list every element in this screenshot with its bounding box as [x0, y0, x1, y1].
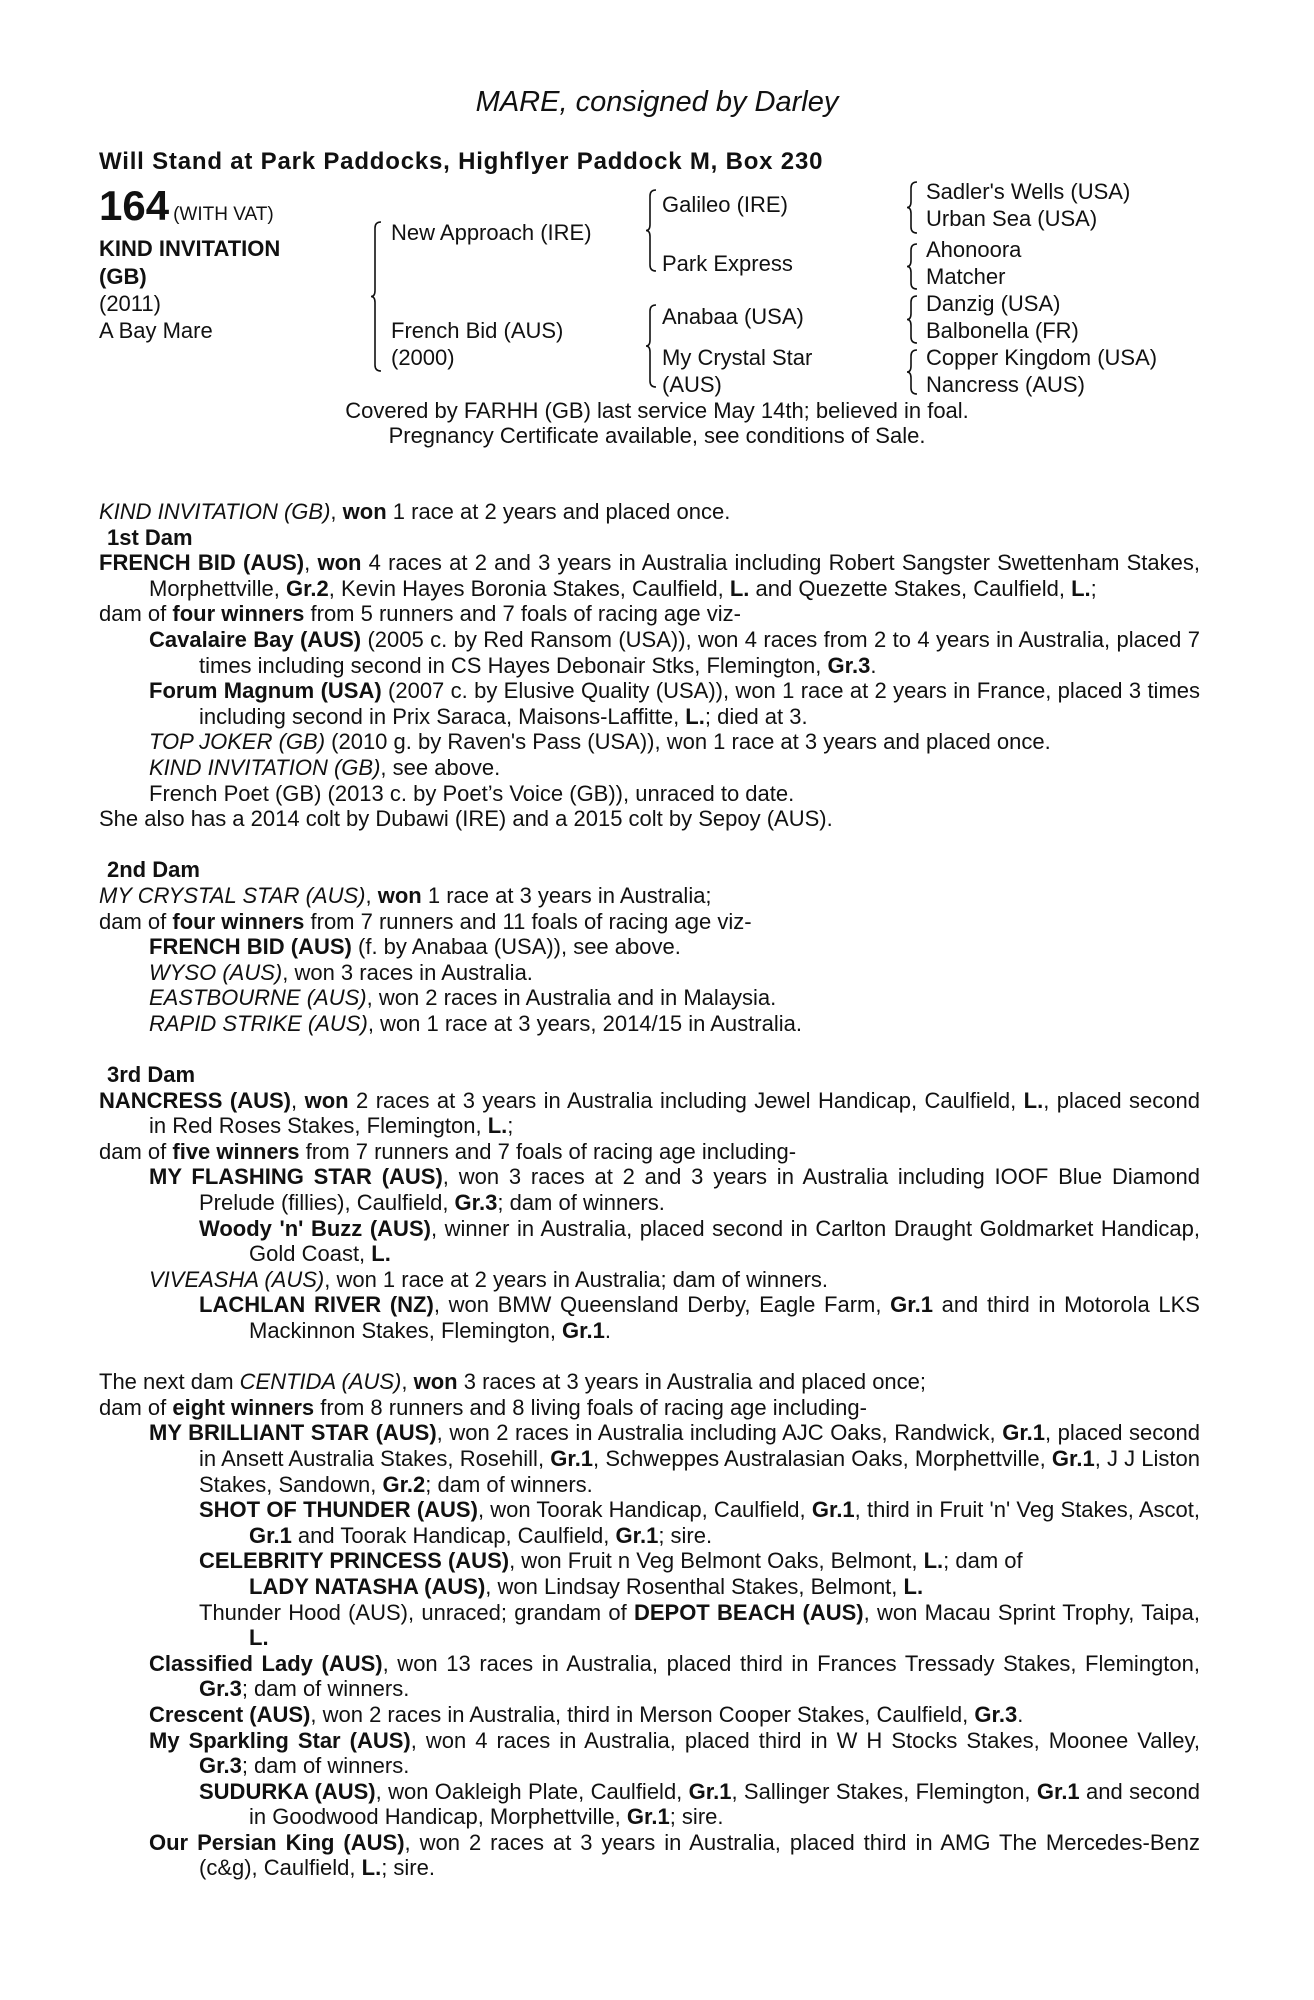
- bold-text: Gr.1: [890, 1292, 933, 1318]
- text: , won 1 race at 3 years, 2014/15 in Australia.: [367, 1010, 802, 1036]
- bold-text: CELEBRITY PRINCESS (AUS): [199, 1548, 510, 1574]
- section-heading: 2nd Dam: [107, 857, 200, 883]
- brace-icon: [645, 189, 657, 272]
- text: , Schweppes Australasian Oaks, Morphettville,: [593, 1445, 1052, 1471]
- record-entry: [99, 1420, 1200, 1497]
- pedigree-g4: Nancress (AUS): [926, 372, 1085, 397]
- bold-text: LACHLAN RIVER (NZ): [199, 1292, 434, 1318]
- bold-text: Gr.3: [827, 652, 871, 678]
- spacer: [99, 1036, 1200, 1062]
- record-entry: [99, 729, 1200, 755]
- text: , won Toorak Handicap, Caulfield,: [477, 1497, 812, 1523]
- bold-text: Gr.1: [562, 1318, 605, 1343]
- text: , won Lindsay Rosenthal Stakes, Belmont,: [485, 1573, 904, 1599]
- text: from 7 runners and 11 foals of racing age viz-: [304, 908, 752, 934]
- text: , winner in Australia, placed second in Carlton Draught Goldmarket Handicap, Gold Coast,: [249, 1215, 1200, 1267]
- text: and Toorak Handicap, Caulfield,: [291, 1522, 616, 1548]
- bold-text: L.: [249, 1625, 269, 1651]
- text: , won Macau Sprint Trophy, Taipa,: [863, 1599, 1200, 1625]
- brace-icon: [906, 181, 918, 234]
- record-entry: [99, 781, 1200, 807]
- record-entry: [99, 1292, 1200, 1343]
- lot-number-value: 164: [99, 182, 170, 229]
- bold-text: Gr.2: [285, 575, 329, 601]
- italic-text: EASTBOURNE (AUS): [149, 985, 367, 1011]
- bold-text: Crescent (AUS): [149, 1701, 311, 1727]
- text: ; dam of winners.: [425, 1471, 593, 1497]
- bold-text: Gr.3: [454, 1190, 498, 1216]
- record-entry: [99, 1702, 1200, 1728]
- bold-text: Gr.1: [1002, 1420, 1046, 1446]
- text: dam of: [99, 601, 173, 627]
- text: dam of: [99, 1138, 173, 1164]
- text: (2010 g. by Raven's Pass (USA)), won 1 race at 3 years and placed once.: [325, 729, 1051, 755]
- text: ,: [401, 1369, 414, 1395]
- italic-text: TOP JOKER (GB): [149, 729, 326, 755]
- text: 4 races at 2 and 3 years in Australia including Robert Sangster Swettenham Stakes, Morphettville,: [149, 550, 1200, 601]
- bold-text: won: [413, 1369, 458, 1395]
- record-entry: [99, 1548, 1200, 1574]
- record-entry: [99, 985, 1200, 1011]
- text: , won 13 races in Australia, placed third in Frances Tressady Stakes, Flemington,: [382, 1650, 1200, 1676]
- brace-icon: [370, 221, 382, 372]
- italic-text: RAPID STRIKE (AUS): [149, 1010, 368, 1036]
- bold-text: L.: [923, 1548, 944, 1574]
- text: , won 2 races at 3 years in Australia, placed third in AMG The Mercedes-Benz (c&g), Caulfield,: [199, 1829, 1200, 1881]
- record-entry: [99, 909, 1200, 935]
- bold-text: Woody 'n' Buzz (AUS): [199, 1215, 431, 1241]
- record-entry: [99, 1574, 1200, 1600]
- pedigree-g4: Balbonella (FR): [926, 318, 1079, 343]
- vat-label: (WITH VAT): [173, 204, 274, 225]
- covering-note: Covered by FARHH (GB) last service May 14th; believed in foal.: [345, 398, 969, 423]
- stabling-location: Will Stand at Park Paddocks, Highflyer Paddock M, Box 230: [99, 148, 824, 175]
- text: , won 2 races in Australia including AJC Oaks, Randwick,: [436, 1420, 1003, 1446]
- text: , won 2 races in Australia, third in Merson Cooper Stakes, Caulfield,: [310, 1701, 975, 1727]
- lot-number: [99, 182, 274, 230]
- text: ; dam of winners.: [241, 1753, 410, 1779]
- text: .: [870, 652, 877, 678]
- record-entry: [99, 1267, 1200, 1293]
- text: , see above.: [380, 754, 501, 780]
- text: , won 3 races in Australia.: [282, 959, 533, 985]
- text: The next dam: [99, 1369, 240, 1395]
- text: ,: [330, 499, 343, 524]
- bold-text: Gr.3: [199, 1753, 242, 1779]
- text: , placed second in Red Roses Stakes, Flemington,: [149, 1087, 1200, 1139]
- text: from 5 runners and 7 foals of racing age viz-: [304, 601, 741, 627]
- text: and third in Motorola LKS Mackinnon Stakes, Flemington,: [249, 1292, 1200, 1343]
- record-entry: [99, 1600, 1200, 1651]
- text: , won 2 races in Australia and in Malaysia.: [366, 985, 777, 1011]
- record-entry: [99, 1497, 1200, 1548]
- record-entry: [99, 883, 1200, 909]
- record-entry: [99, 1088, 1200, 1139]
- pedigree-g4: Copper Kingdom (USA): [926, 345, 1158, 370]
- italic-text: WYSO (AUS): [149, 959, 283, 985]
- record-entry: [99, 601, 1200, 627]
- text: ; dam of: [943, 1548, 1023, 1574]
- text: (2007 c. by Elusive Quality (USA)), won 1 race at 2 years in France, placed 3 times including second in Prix Saraca, Maisons-Laffitte,: [199, 678, 1200, 729]
- pedigree-g4: Sadler's Wells (USA): [926, 179, 1131, 204]
- text: ,: [365, 882, 378, 908]
- text: ,: [291, 1087, 305, 1113]
- bold-text: SHOT OF THUNDER (AUS): [199, 1497, 478, 1523]
- text: ; dam of winners.: [497, 1190, 665, 1216]
- text: , won Oakleigh Plate, Caulfield,: [375, 1778, 689, 1804]
- bold-text: L.: [685, 703, 705, 729]
- bold-text: L.: [371, 1241, 391, 1267]
- text: French Poet (GB) (2013 c. by Poet’s Voice (GB)), unraced to date.: [149, 780, 795, 806]
- pedigree-g4: Danzig (USA): [926, 291, 1061, 316]
- record-entry: [99, 1139, 1200, 1165]
- catalogue-title: MARE, consigned by Darley: [475, 86, 839, 118]
- bold-text: L.: [1071, 575, 1091, 601]
- pedigree-dam-dam-country: (AUS): [662, 372, 722, 397]
- bold-text: MY BRILLIANT STAR (AUS): [149, 1420, 437, 1446]
- brace-icon: [906, 243, 918, 290]
- pedigree-g4: Ahonoora: [926, 237, 1022, 262]
- text: , Kevin Hayes Boronia Stakes, Caulfield,: [328, 575, 730, 601]
- spacer: [99, 832, 1200, 858]
- text: , won 4 races in Australia, placed third in W H Stocks Stakes, Moonee Valley,: [410, 1727, 1200, 1753]
- bold-text: four winners: [172, 908, 305, 934]
- record-entry: [99, 499, 1200, 525]
- bold-text: LADY NATASHA (AUS): [249, 1573, 486, 1599]
- text: and second in Goodwood Handicap, Morphettville,: [249, 1778, 1201, 1830]
- text: 1 race at 3 years in Australia;: [421, 882, 712, 908]
- text: ; died at 3.: [704, 703, 808, 729]
- pedigree-dam-year: (2000): [391, 345, 455, 370]
- text: ; sire.: [381, 1855, 435, 1881]
- italic-text: CENTIDA (AUS): [239, 1369, 402, 1395]
- text: dam of: [99, 1394, 173, 1420]
- bold-text: FRENCH BID (AUS): [149, 934, 352, 960]
- bold-text: L.: [1023, 1087, 1044, 1113]
- text: , won Fruit n Veg Belmont Oaks, Belmont,: [509, 1548, 924, 1574]
- italic-text: KIND INVITATION (GB): [149, 754, 381, 780]
- text: She also has a 2014 colt by Dubawi (IRE) and a 2015 colt by Sepoy (AUS).: [99, 806, 833, 832]
- brace-icon: [906, 295, 918, 344]
- pedigree-dam-dam: My Crystal Star: [662, 345, 813, 370]
- bold-text: Gr.1: [1036, 1778, 1080, 1804]
- bold-text: SUDURKA (AUS): [199, 1778, 376, 1804]
- bold-text: L.: [361, 1855, 382, 1881]
- bold-text: L.: [487, 1113, 508, 1139]
- brace-icon: [906, 349, 918, 395]
- italic-text: VIVEASHA (AUS): [149, 1266, 325, 1292]
- pedigree-sire-sire: Galileo (IRE): [662, 192, 788, 217]
- text: , won BMW Queensland Derby, Eagle Farm,: [433, 1292, 891, 1318]
- pedigree-g4: Matcher: [926, 264, 1006, 289]
- bold-text: Gr.1: [811, 1497, 855, 1523]
- record-entry: [99, 934, 1200, 960]
- text: from 7 runners and 7 foals of racing age including-: [299, 1138, 797, 1164]
- record-entry: [99, 1830, 1200, 1881]
- record-entry: [99, 1369, 1200, 1395]
- horse-description: A Bay Mare: [99, 318, 213, 343]
- pregnancy-note: Pregnancy Certificate available, see conditions of Sale.: [388, 423, 926, 448]
- text: ;: [1090, 575, 1097, 601]
- bold-text: Our Persian King (AUS): [149, 1829, 405, 1855]
- bold-text: Gr.1: [626, 1804, 670, 1830]
- text: , Sallinger Stakes, Flemington,: [731, 1778, 1037, 1804]
- section-heading: 1st Dam: [107, 524, 193, 550]
- text: , placed second in Ansett Australia Stakes, Rosehill,: [199, 1420, 1200, 1471]
- text: .: [604, 1318, 611, 1343]
- section-heading: 3rd Dam: [107, 1062, 196, 1088]
- bold-text: won: [304, 1087, 349, 1113]
- bold-text: five winners: [172, 1138, 300, 1164]
- bold-text: eight winners: [172, 1394, 315, 1420]
- bold-text: Gr.1: [688, 1778, 732, 1804]
- text: , third in Fruit 'n' Veg Stakes, Ascot,: [854, 1497, 1200, 1523]
- text: from 8 runners and 8 living foals of racing age including-: [314, 1394, 867, 1420]
- pedigree-sire-dam: Park Express: [662, 251, 793, 276]
- bold-text: won: [342, 499, 387, 524]
- text: .: [1017, 1701, 1024, 1727]
- bold-text: Gr.1: [550, 1445, 594, 1471]
- italic-text: MY CRYSTAL STAR (AUS): [99, 882, 366, 908]
- bold-text: won: [377, 882, 422, 908]
- text: (f. by Anabaa (USA)), see above.: [351, 934, 681, 960]
- bold-text: four winners: [172, 601, 305, 627]
- text: 1 race at 2 years and placed once.: [386, 499, 731, 524]
- bold-text: NANCRESS (AUS): [99, 1087, 292, 1113]
- brace-icon: [645, 304, 657, 388]
- record-entry: [99, 806, 1200, 832]
- text: ; dam of winners.: [241, 1676, 410, 1702]
- record-entry: [99, 1651, 1200, 1702]
- bold-text: My Sparkling Star (AUS): [149, 1727, 411, 1753]
- produce-record: [99, 499, 1200, 1881]
- bold-text: Gr.2: [382, 1471, 426, 1497]
- bold-text: DEPOT BEACH (AUS): [633, 1599, 864, 1625]
- horse-year: (2011): [99, 291, 161, 316]
- text: ;: [507, 1113, 514, 1139]
- text: Thunder Hood (AUS), unraced; grandam of: [199, 1599, 634, 1625]
- text: 2 races at 3 years in Australia including Jewel Handicap, Caulfield,: [348, 1087, 1024, 1113]
- bold-text: Gr.3: [974, 1701, 1018, 1727]
- text: ; sire.: [658, 1522, 713, 1548]
- bold-text: Gr.3: [199, 1676, 242, 1702]
- text: ; sire.: [669, 1804, 724, 1830]
- text: , won 3 races at 2 and 3 years in Australia including IOOF Blue Diamond Prelude (fillies), Caulfield,: [199, 1164, 1200, 1216]
- bold-text: Gr.1: [1051, 1445, 1095, 1471]
- italic-text: KIND INVITATION (GB): [99, 499, 331, 524]
- record-entry: [99, 678, 1200, 729]
- text: dam of: [99, 908, 173, 934]
- text: , won 1 race at 2 years in Australia; dam of winners.: [324, 1266, 829, 1292]
- bold-text: L.: [903, 1573, 924, 1599]
- bold-text: Forum Magnum (USA): [149, 678, 382, 704]
- record-entry: [99, 960, 1200, 986]
- text: ,: [304, 550, 318, 576]
- record-entry: [99, 755, 1200, 781]
- text: 3 races at 3 years in Australia and placed once;: [457, 1369, 927, 1395]
- record-entry: [99, 1216, 1200, 1267]
- record-entry: [99, 1011, 1200, 1037]
- bold-text: won: [317, 550, 362, 576]
- record-entry: [99, 1779, 1200, 1830]
- text: , J J Liston Stakes, Sandown,: [199, 1445, 1201, 1497]
- bold-text: MY FLASHING STAR (AUS): [149, 1164, 443, 1190]
- pedigree-g4: Urban Sea (USA): [926, 206, 1098, 231]
- text: and Quezette Stakes, Caulfield,: [749, 575, 1072, 601]
- horse-name: KIND INVITATION: [99, 236, 281, 261]
- pedigree-dam: French Bid (AUS): [391, 318, 564, 343]
- record-entry: [99, 1728, 1200, 1779]
- bold-text: Gr.1: [249, 1522, 292, 1548]
- record-entry: [99, 550, 1200, 601]
- record-entry: [99, 1164, 1200, 1215]
- bold-text: FRENCH BID (AUS): [99, 550, 305, 576]
- record-entry: [99, 627, 1200, 678]
- bold-text: L.: [729, 575, 750, 601]
- record-entry: [99, 1395, 1200, 1421]
- pedigree-sire: New Approach (IRE): [391, 220, 592, 245]
- bold-text: Gr.1: [615, 1522, 659, 1548]
- horse-country: (GB): [99, 264, 147, 289]
- spacer: [99, 1344, 1200, 1370]
- text: (2005 c. by Red Ransom (USA)), won 4 races from 2 to 4 years in Australia, placed 7 times including second in CS Hayes Debonair Stks, Flemington,: [199, 626, 1200, 678]
- bold-text: Classified Lady (AUS): [149, 1650, 383, 1676]
- bold-text: Cavalaire Bay (AUS): [149, 626, 362, 652]
- pedigree-dam-sire: Anabaa (USA): [662, 304, 804, 329]
